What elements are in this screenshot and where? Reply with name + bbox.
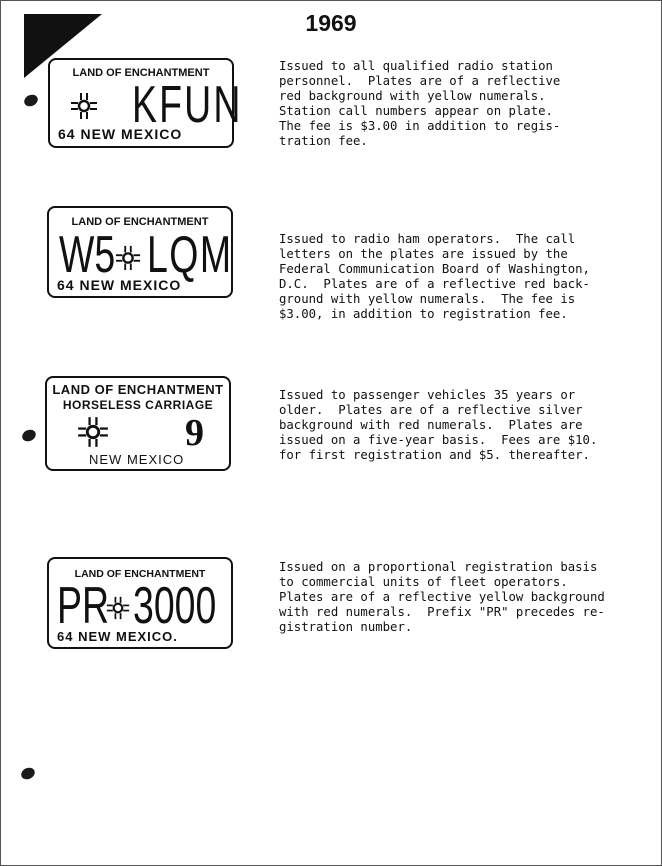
plate-top-text: LAND OF ENCHANTMENT (72, 67, 210, 79)
plate-bottom-text: 64 NEW MEXICO (58, 126, 183, 142)
license-plate-horseless-carriage (45, 376, 231, 471)
zia-sun-icon (70, 92, 98, 120)
plate-main-text: 9 (185, 412, 207, 454)
zia-sun-icon (106, 596, 130, 620)
description-fleet: Issued on a proportional registration basis to commercial units of fleet operators. Plates are of a reflective yellow background with red numerals. Prefix "PR" precedes re- gistration number. (279, 560, 605, 634)
plate-bottom-text: 64 NEW MEXICO. (57, 629, 178, 644)
plate-second-text: HORSELESS CARRIAGE (62, 398, 214, 412)
zia-sun-icon (115, 245, 141, 271)
plate-top-text: LAND OF ENCHANTMENT (71, 216, 209, 228)
plate-main-right: LQM (147, 226, 233, 284)
plate-main-right: 3000 (133, 577, 217, 635)
plate-bottom-text: 64 NEW MEXICO (57, 277, 182, 293)
plate-top-text: LAND OF ENCHANTMENT (52, 382, 224, 397)
plate-main-text: KFUN (132, 76, 243, 134)
license-plate-ham-radio (47, 206, 233, 298)
plate-top-text: LAND OF ENCHANTMENT (74, 568, 206, 580)
plate-main-left: PR (57, 577, 110, 635)
license-plate-radio-station (48, 58, 243, 148)
description-ham-radio: Issued to radio ham operators. The call letters on the plates are issued by the Federal Communication Board of Washington, D.C. Plates are of a reflective red back- ground with yellow numerals. The fee is $3.00, in addition to registration fee. (279, 232, 590, 321)
zia-sun-icon (77, 416, 109, 448)
description-horseless-carriage: Issued to passenger vehicles 35 years or older. Plates are of a reflective silver background with red numerals. Plates are issued on a five-year basis. Fees are $10. for first registration and $5. thereafter. (279, 388, 598, 462)
plate-main-left: W5 (59, 226, 116, 284)
license-plate-fleet (47, 557, 233, 649)
page-title: 1969 (305, 10, 357, 36)
plate-bottom-text: NEW MEXICO (89, 452, 185, 467)
description-radio-station: Issued to all qualified radio station personnel. Plates are of a reflective red background with yellow numerals. Station call numbers appear on plate. The fee is $3.00 in addition to regis- tration fee. (279, 59, 561, 148)
